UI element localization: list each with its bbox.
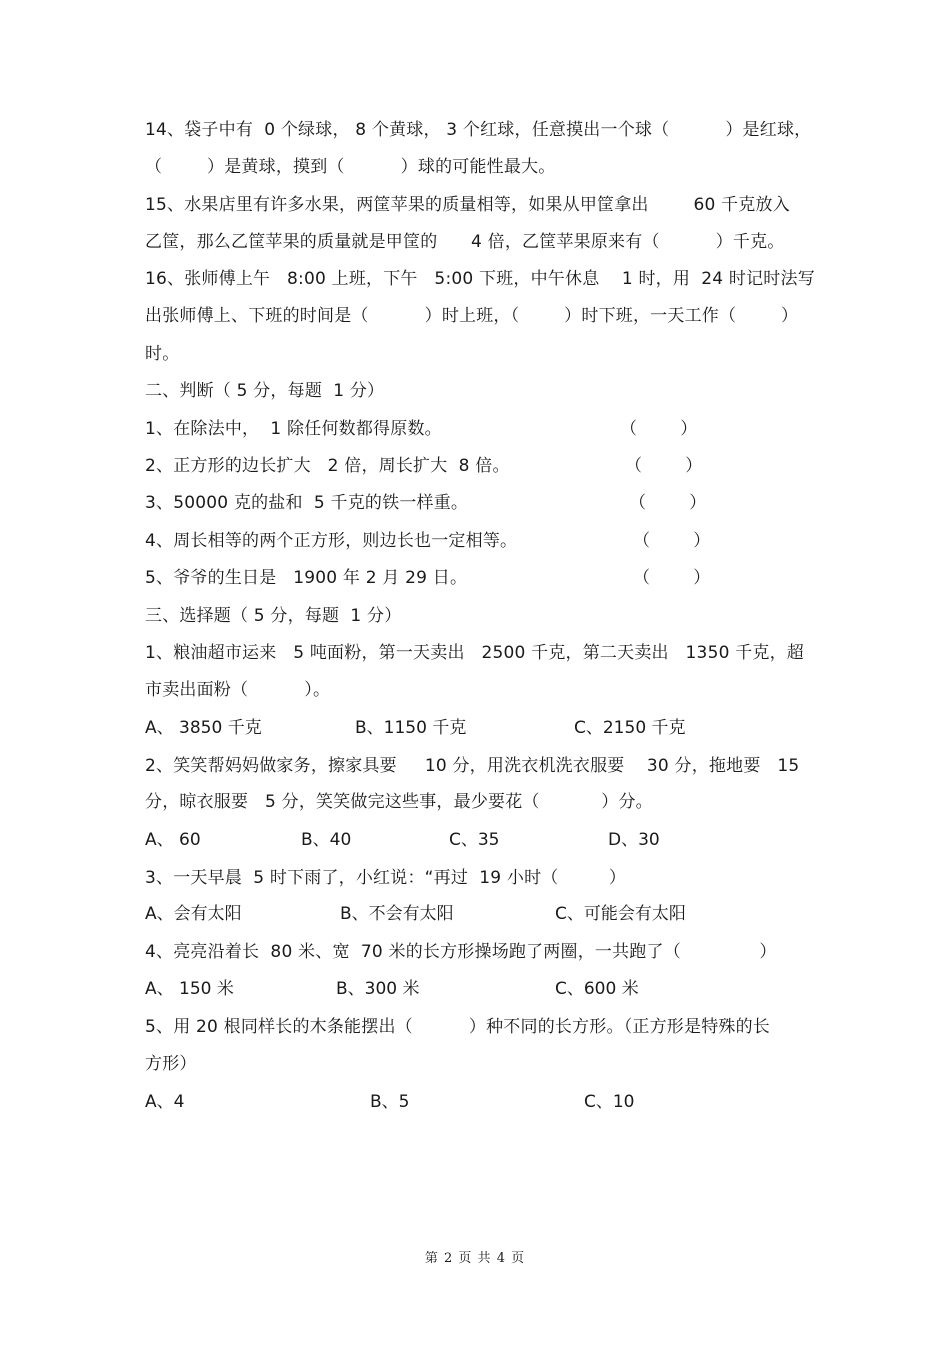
question-16-line-1: 16、张师傅上午 8:00 上班，下午 5:00 下班，中午休息 1 时，用 24 时记时法写	[145, 269, 815, 289]
question-16-line-3: 时。	[145, 344, 180, 364]
choice-2-line-1: 2、笑笑帮妈妈做家务，擦家具要 10 分，用洗衣机洗衣服要 30 分，拖地要 15	[145, 756, 800, 776]
judge-item-1: 1、在除法中， 1 除任何数都得原数。	[145, 419, 442, 439]
judge-item-2-answer-paren: （ ）	[625, 456, 703, 476]
choice-5-option-b: B、5	[370, 1092, 410, 1112]
section-3-title: 三、选择题（ 5 分，每题 1 分）	[145, 606, 402, 626]
choice-4-option-a: A、 150 米	[145, 979, 234, 999]
choice-4-option-c: C、600 米	[555, 979, 639, 999]
choice-5-line-1: 5、用 20 根同样长的木条能摆出（ ）种不同的长方形。（正方形是特殊的长	[145, 1017, 770, 1037]
judge-item-1-answer-paren: （ ）	[620, 419, 698, 439]
choice-3-line-1: 3、一天早晨 5 时下雨了，小红说：“再过 19 小时（ ）	[145, 868, 627, 888]
judge-item-2: 2、正方形的边长扩大 2 倍，周长扩大 8 倍。	[145, 456, 510, 476]
choice-3-option-a: A、会有太阳	[145, 904, 242, 924]
judge-item-3-answer-paren: （ ）	[629, 493, 707, 513]
page-number: 第 2 页 共 4 页	[424, 1251, 526, 1266]
question-14-line-1: 14、袋子中有 0 个绿球， 8 个黄球， 3 个红球，任意摸出一个球（ ）是红球，	[145, 120, 812, 140]
question-15-line-1: 15、水果店里有许多水果，两筐苹果的质量相等，如果从甲筐拿出 60 千克放入	[145, 195, 790, 215]
question-16-line-2: 出张师傅上、下班的时间是（ ）时上班，（ ）时下班，一天工作（ ）	[145, 306, 799, 326]
choice-5-line-2: 方形）	[145, 1054, 197, 1074]
choice-1-line-1: 1、粮油超市运来 5 吨面粉，第一天卖出 2500 千克，第二天卖出 1350 千克，超	[145, 643, 805, 663]
choice-4-option-b: B、300 米	[336, 979, 420, 999]
choice-2-option-c: C、35	[449, 830, 500, 850]
choice-3-option-b: B、不会有太阳	[340, 904, 454, 924]
section-2-title: 二、判断（ 5 分，每题 1 分）	[145, 381, 385, 401]
question-15-line-2: 乙筐，那么乙筐苹果的质量就是甲筐的 4 倍，乙筐苹果原来有（ ）千克。	[145, 232, 785, 252]
choice-1-option-c: C、2150 千克	[574, 718, 686, 738]
choice-2-line-2: 分，晾衣服要 5 分，笑笑做完这些事，最少要花（ ）分。	[145, 792, 653, 812]
choice-4-line-1: 4、亮亮沿着长 80 米、宽 70 米的长方形操场跑了两圈，一共跑了（ ）	[145, 942, 777, 962]
choice-2-option-b: B、40	[301, 830, 352, 850]
choice-1-option-b: B、1150 千克	[355, 718, 467, 738]
judge-item-5-answer-paren: （ ）	[633, 568, 711, 588]
question-14-line-2: （ ）是黄球，摸到（ ）球的可能性最大。	[145, 157, 556, 177]
choice-1-line-2: 市卖出面粉（ ）。	[145, 680, 331, 700]
choice-5-option-c: C、10	[584, 1092, 635, 1112]
choice-3-option-c: C、可能会有太阳	[555, 904, 686, 924]
judge-item-3: 3、50000 克的盐和 5 千克的铁一样重。	[145, 493, 469, 513]
judge-item-4: 4、周长相等的两个正方形，则边长也一定相等。	[145, 531, 518, 551]
choice-2-option-a: A、 60	[145, 830, 201, 850]
judge-item-5: 5、爷爷的生日是 1900 年 2 月 29 日。	[145, 568, 468, 588]
choice-2-option-d: D、30	[608, 830, 660, 850]
judge-item-4-answer-paren: （ ）	[633, 531, 711, 551]
choice-1-option-a: A、 3850 千克	[145, 718, 262, 738]
choice-5-option-a: A、4	[145, 1092, 185, 1112]
